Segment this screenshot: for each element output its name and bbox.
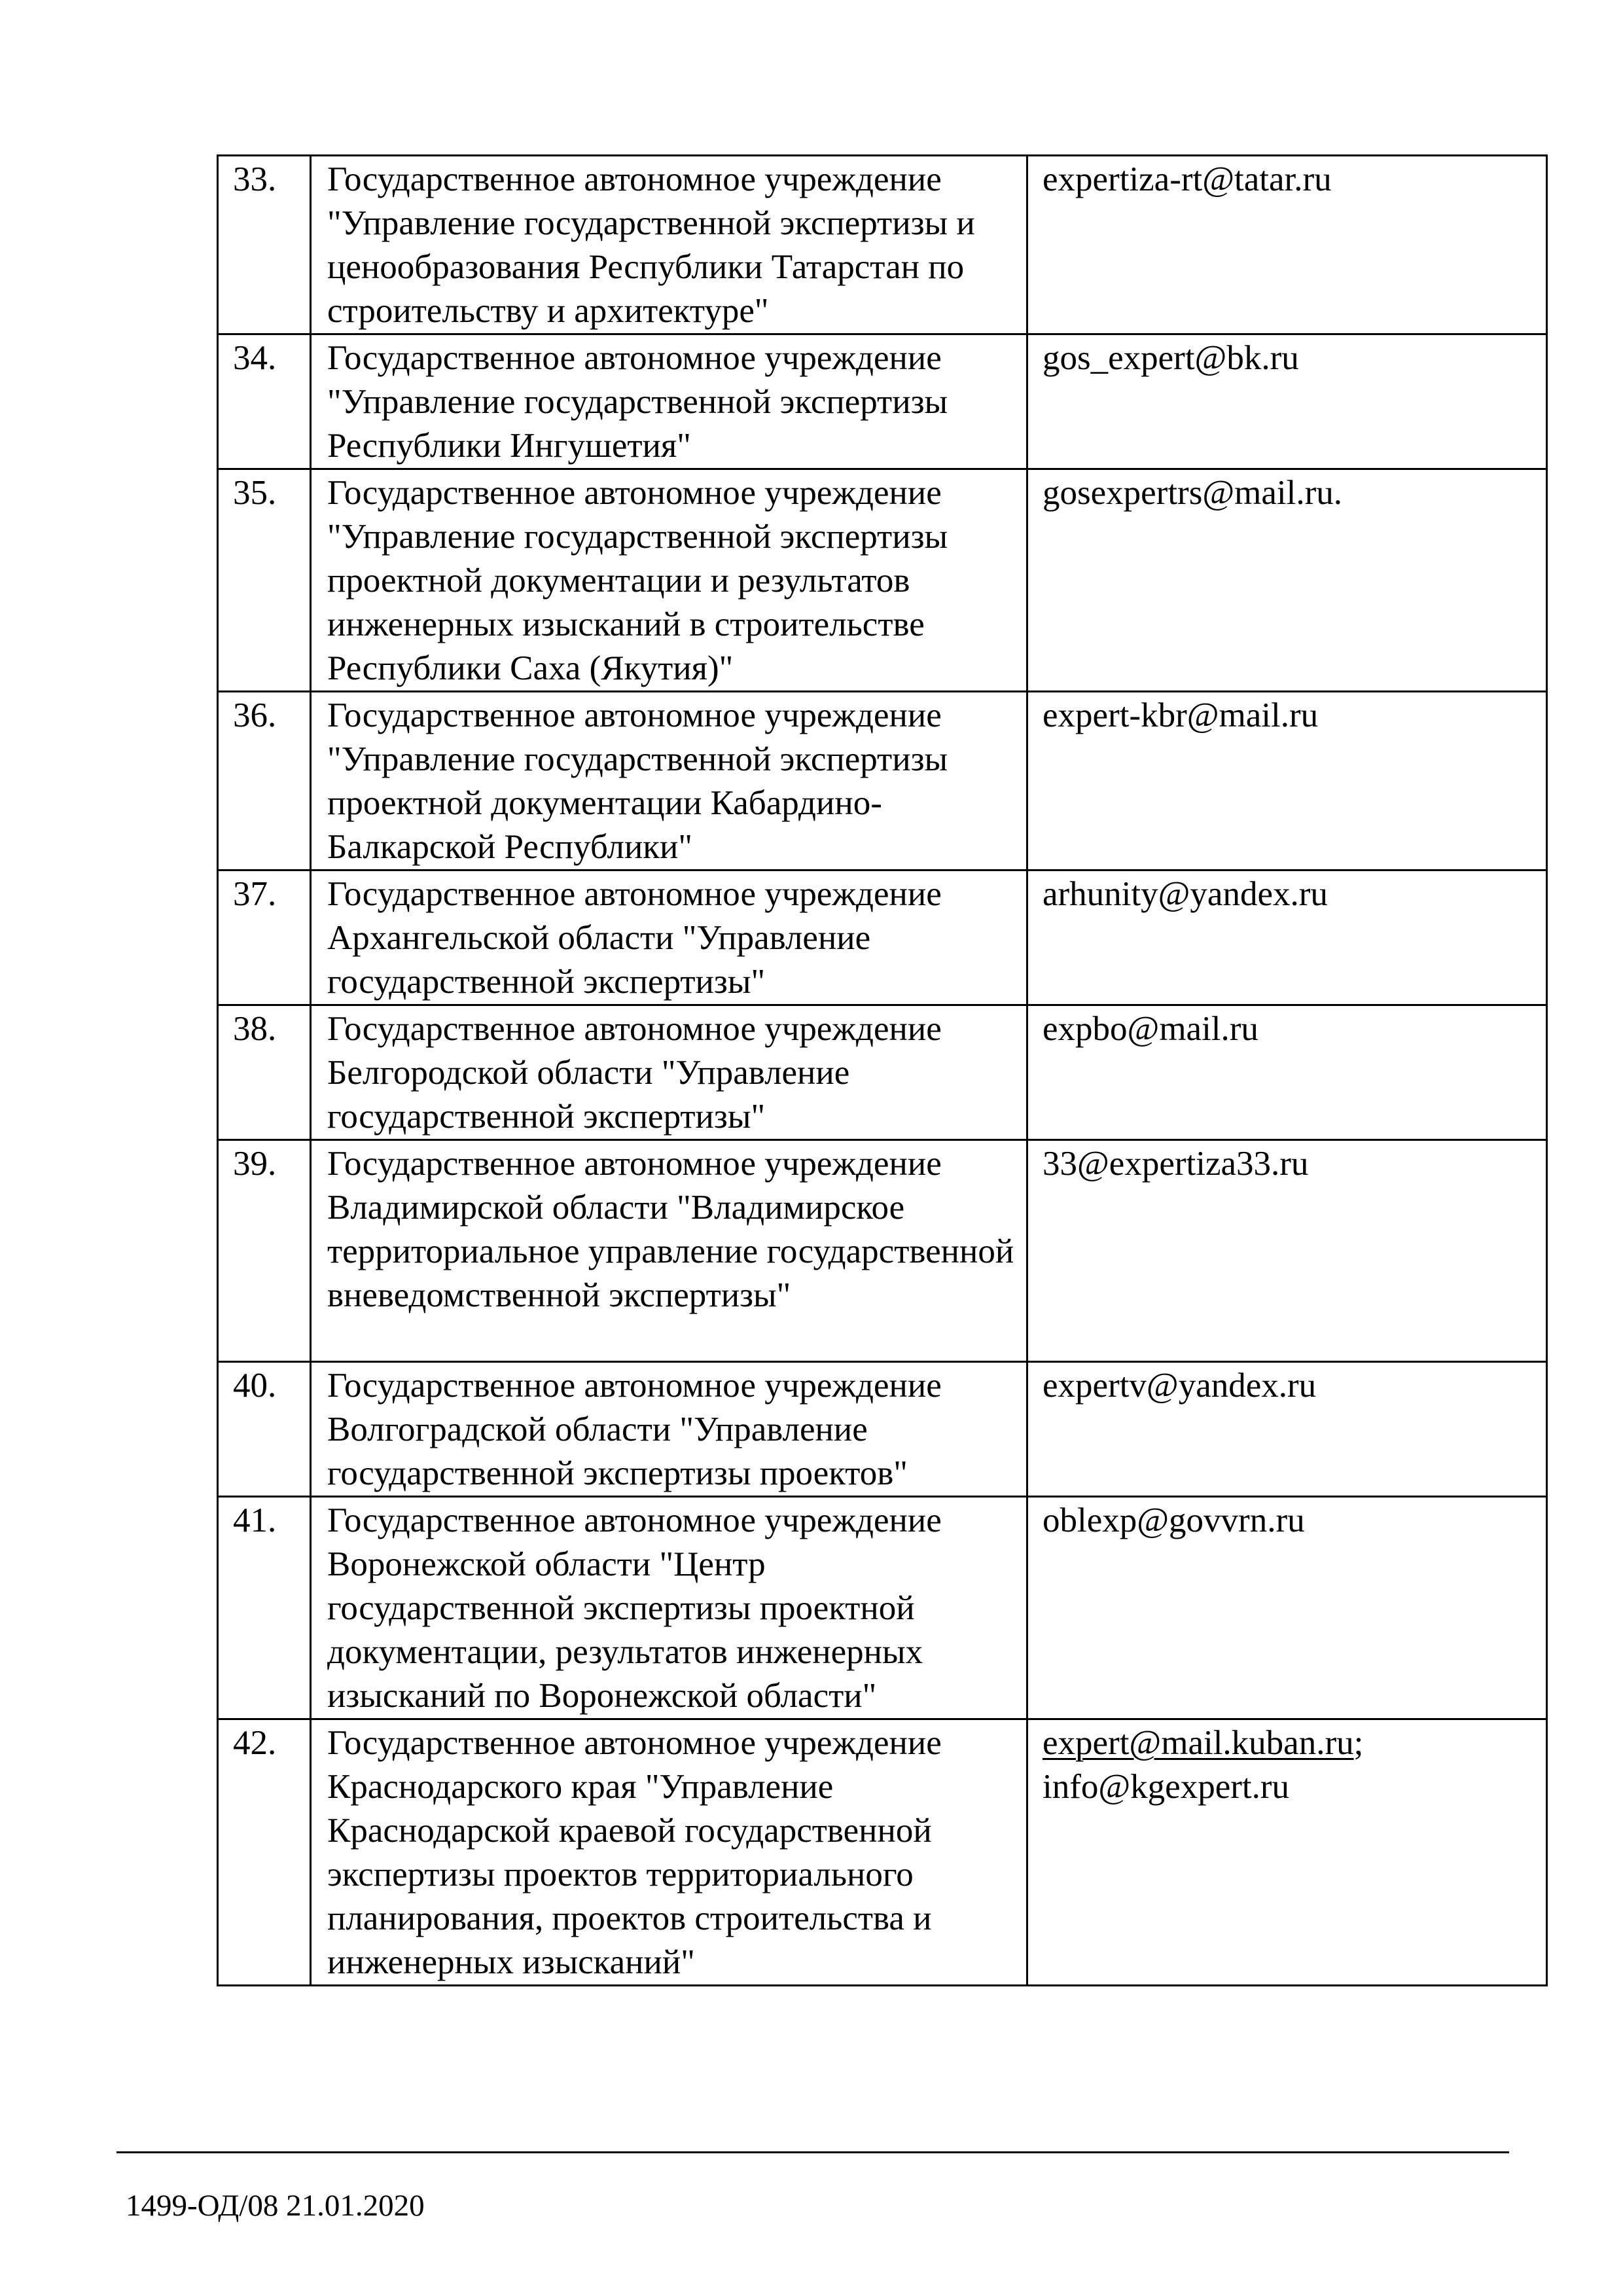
organization-email: 33@expertiza33.ru <box>1027 1140 1547 1362</box>
footer-document-reference: 1499-ОД/08 21.01.2020 <box>126 2189 425 2223</box>
table-row <box>218 1719 1547 1986</box>
organization-email: expertv@yandex.ru <box>1027 1362 1547 1497</box>
footer-divider <box>116 2151 1509 2153</box>
row-number: 35. <box>218 469 311 692</box>
organization-email: oblexp@govvrn.ru <box>1027 1497 1547 1719</box>
organization-name: Государственное автономное учреждение Белгородской области "Управление государственной экспертизы" <box>311 1005 1027 1140</box>
organization-name: Государственное автономное учреждение Архангельской области "Управление государственной экспертизы" <box>311 870 1027 1005</box>
expertise-contacts-table <box>217 154 1548 1986</box>
table-row <box>218 692 1547 870</box>
row-number: 38. <box>218 1005 311 1140</box>
organization-name: Государственное автономное учреждение Краснодарского края "Управление Краснодарской краевой государственной экспертизы проектов территориального планирования, проектов строительства и инженерных изысканий" <box>311 1719 1027 1986</box>
organization-email: expert-kbr@mail.ru <box>1027 692 1547 870</box>
organization-email-cell <box>1027 1719 1547 1986</box>
table-row <box>218 1497 1547 1719</box>
row-number: 36. <box>218 692 311 870</box>
row-number: 33. <box>218 156 311 334</box>
row-number: 37. <box>218 870 311 1005</box>
table-row <box>218 870 1547 1005</box>
email-separator: ; <box>1353 1724 1364 1762</box>
row-number: 39. <box>218 1140 311 1362</box>
organization-email: expertiza-rt@tatar.ru <box>1027 156 1547 334</box>
organization-name: Государственное автономное учреждение "Управление государственной экспертизы и ценообразования Республики Татарстан по строительству и архитектуре" <box>311 156 1027 334</box>
organization-name: Государственное автономное учреждение Владимирской области "Владимирское территориальное управление государственной вневедомственной экспертизы" <box>311 1140 1027 1362</box>
organization-email: gosexpertrs@mail.ru. <box>1027 469 1547 692</box>
table-row <box>218 1140 1547 1362</box>
organization-email: expbo@mail.ru <box>1027 1005 1547 1140</box>
row-number: 34. <box>218 334 311 469</box>
organization-name: Государственное автономное учреждение "Управление государственной экспертизы проектной документации и результатов инженерных изысканий в строительстве Республики Саха (Якутия)" <box>311 469 1027 692</box>
organization-name: Государственное автономное учреждение Волгоградской области "Управление государственной экспертизы проектов" <box>311 1362 1027 1497</box>
organization-email: gos_expert@bk.ru <box>1027 334 1547 469</box>
table-row <box>218 469 1547 692</box>
row-number: 40. <box>218 1362 311 1497</box>
organization-email: arhunity@yandex.ru <box>1027 870 1547 1005</box>
table-row <box>218 1005 1547 1140</box>
table-row <box>218 334 1547 469</box>
organization-name: Государственное автономное учреждение "Управление государственной экспертизы проектной документации Кабардино-Балкарской Республики" <box>311 692 1027 870</box>
row-number: 42. <box>218 1719 311 1986</box>
table-row <box>218 156 1547 334</box>
organization-name: Государственное автономное учреждение "Управление государственной экспертизы Республики Ингушетия" <box>311 334 1027 469</box>
row-number: 41. <box>218 1497 311 1719</box>
table-row <box>218 1362 1547 1497</box>
organization-email-link[interactable]: expert@mail.kuban.ru <box>1043 1724 1354 1762</box>
organization-name: Государственное автономное учреждение Воронежской области "Центр государственной экспертизы проектной документации, результатов инженерных изысканий по Воронежской области" <box>311 1497 1027 1719</box>
organization-email-secondary: info@kgexpert.ru <box>1043 1768 1290 1806</box>
